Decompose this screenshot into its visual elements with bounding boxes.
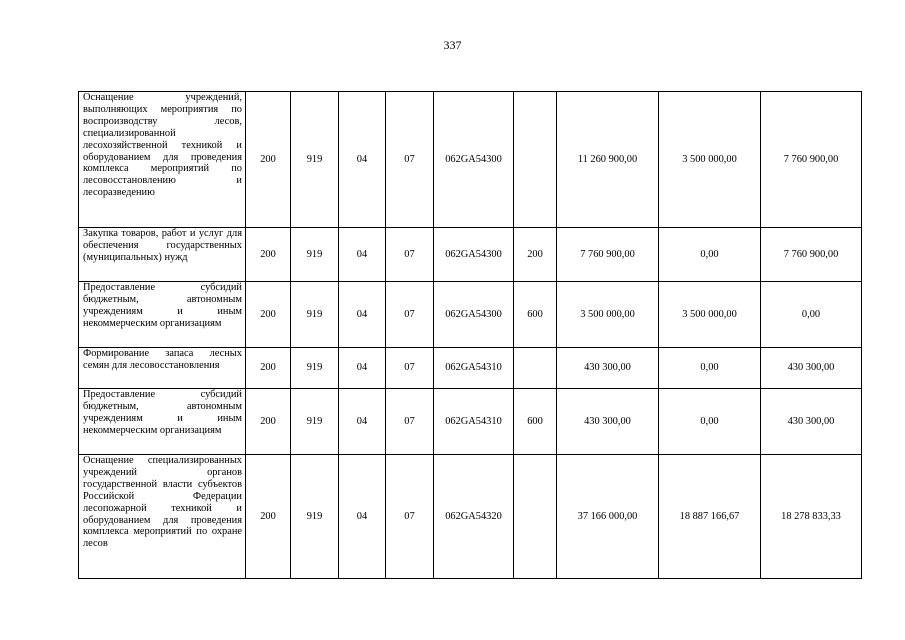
cell-total: 430 300,00: [557, 389, 659, 455]
cell-expense-kind: 600: [514, 282, 557, 348]
cell-part1: 0,00: [659, 348, 761, 389]
budget-table: [78, 91, 862, 579]
cell-part1: 0,00: [659, 389, 761, 455]
cell-col4: 07: [386, 228, 434, 282]
cell-col3: 04: [339, 455, 386, 579]
cell-total: 3 500 000,00: [557, 282, 659, 348]
cell-col4: 07: [386, 348, 434, 389]
cell-expense-kind: 600: [514, 389, 557, 455]
row-name-cell: [79, 282, 246, 348]
table-row: [79, 92, 862, 228]
cell-expense-kind: [514, 348, 557, 389]
cell-target-code: 062GA54300: [434, 228, 514, 282]
cell-part1: 0,00: [659, 228, 761, 282]
cell-col1: 200: [246, 228, 291, 282]
cell-part1: 3 500 000,00: [659, 282, 761, 348]
row-name-cell: [79, 92, 246, 228]
cell-col2: 919: [291, 92, 339, 228]
cell-part2: 18 278 833,33: [761, 455, 862, 579]
table-row: [79, 455, 862, 579]
cell-target-code: 062GA54320: [434, 455, 514, 579]
cell-col1: 200: [246, 389, 291, 455]
cell-expense-kind: [514, 92, 557, 228]
cell-col3: 04: [339, 348, 386, 389]
cell-part2: 430 300,00: [761, 389, 862, 455]
cell-col4: 07: [386, 389, 434, 455]
cell-part2: 7 760 900,00: [761, 228, 862, 282]
cell-col3: 04: [339, 282, 386, 348]
cell-col2: 919: [291, 455, 339, 579]
cell-col4: 07: [386, 92, 434, 228]
row-name: Оснащение специализированных учреждений органов государственной власти субъектов Российской Федерации лесопожарной техникой и оборудованием для проведения комплекса мероприятий по охране лесов: [83, 455, 242, 550]
row-name-cell: [79, 348, 246, 389]
table-row: [79, 228, 862, 282]
cell-target-code: 062GA54310: [434, 348, 514, 389]
cell-col4: 07: [386, 455, 434, 579]
cell-col2: 919: [291, 282, 339, 348]
cell-col3: 04: [339, 92, 386, 228]
cell-col1: 200: [246, 455, 291, 579]
page-number: 337: [443, 38, 462, 52]
cell-col2: 919: [291, 348, 339, 389]
cell-total: 37 166 000,00: [557, 455, 659, 579]
row-name-cell: [79, 389, 246, 455]
cell-col1: 200: [246, 92, 291, 228]
cell-total: 11 260 900,00: [557, 92, 659, 228]
cell-part1: 3 500 000,00: [659, 92, 761, 228]
cell-part2: 7 760 900,00: [761, 92, 862, 228]
cell-expense-kind: [514, 455, 557, 579]
row-name-cell: [79, 455, 246, 579]
cell-col3: 04: [339, 389, 386, 455]
cell-col4: 07: [386, 282, 434, 348]
cell-total: 7 760 900,00: [557, 228, 659, 282]
cell-col3: 04: [339, 228, 386, 282]
row-name: Предоставление субсидий бюджетным, автономным учреждениям и иным некоммерческим организациям: [83, 389, 242, 436]
cell-target-code: 062GA54310: [434, 389, 514, 455]
row-name: Оснащение учреждений, выполняющих мероприятия по воспроизводству лесов, специализированной лесохозяйственной техникой и оборудованием для проведения комплекса мероприятий по лесовосстановлению и лесоразведению: [83, 92, 242, 199]
table-row: [79, 389, 862, 455]
cell-part2: 0,00: [761, 282, 862, 348]
cell-target-code: 062GA54300: [434, 92, 514, 228]
cell-expense-kind: 200: [514, 228, 557, 282]
row-name: Формирование запаса лесных семян для лесовосстановления: [83, 348, 242, 371]
table-row: [79, 282, 862, 348]
table-row: [79, 348, 862, 389]
cell-total: 430 300,00: [557, 348, 659, 389]
cell-target-code: 062GA54300: [434, 282, 514, 348]
cell-col2: 919: [291, 228, 339, 282]
cell-part2: 430 300,00: [761, 348, 862, 389]
row-name: Предоставление субсидий бюджетным, автономным учреждениям и иным некоммерческим организациям: [83, 282, 242, 329]
cell-part1: 18 887 166,67: [659, 455, 761, 579]
cell-col1: 200: [246, 348, 291, 389]
row-name: Закупка товаров, работ и услуг для обеспечения государственных (муниципальных) нужд: [83, 228, 242, 263]
row-name-cell: [79, 228, 246, 282]
cell-col2: 919: [291, 389, 339, 455]
cell-col1: 200: [246, 282, 291, 348]
